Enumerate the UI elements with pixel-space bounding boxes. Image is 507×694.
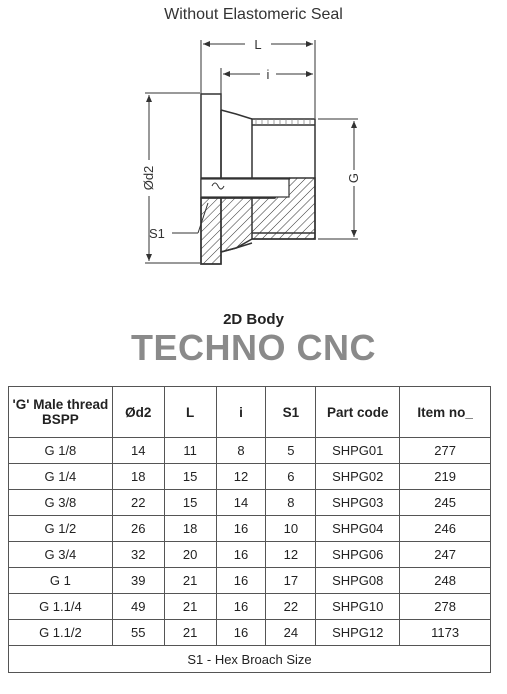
- table-row: [9, 490, 491, 516]
- cell-S1: 10: [266, 516, 316, 542]
- cell-part-code: SHPG03: [316, 490, 400, 516]
- cell-d2: 49: [112, 594, 164, 620]
- dimension-S1: [149, 203, 208, 241]
- dim-d2-label: Ød2: [141, 165, 156, 191]
- header-item-no: Item no_: [400, 387, 491, 438]
- table-footer-note: S1 - Hex Broach Size: [9, 646, 491, 673]
- header-S1: S1: [266, 387, 316, 438]
- cell-i: 16: [216, 594, 266, 620]
- header-thread: 'G' Male thread BSPP: [9, 387, 113, 438]
- cell-i: 16: [216, 516, 266, 542]
- cell-part-code: SHPG12: [316, 620, 400, 646]
- cell-thread: G 1/8: [9, 438, 113, 464]
- table-row: [9, 438, 491, 464]
- cell-d2: 26: [112, 516, 164, 542]
- dimension-i: [221, 66, 313, 100]
- cell-S1: 17: [266, 568, 316, 594]
- cell-thread: G 1/2: [9, 516, 113, 542]
- cell-thread: G 1: [9, 568, 113, 594]
- table-row: [9, 568, 491, 594]
- cell-d2: 39: [112, 568, 164, 594]
- cell-item-no: 1173: [400, 620, 491, 646]
- dim-S1-label: S1: [149, 226, 165, 241]
- cell-L: 15: [164, 490, 216, 516]
- cell-item-no: 246: [400, 516, 491, 542]
- dimension-G: [318, 119, 362, 239]
- cell-item-no: 219: [400, 464, 491, 490]
- thread-lines: [256, 119, 310, 125]
- cell-S1: 5: [266, 438, 316, 464]
- cell-i: 8: [216, 438, 266, 464]
- cell-L: 20: [164, 542, 216, 568]
- cell-thread: G 1/4: [9, 464, 113, 490]
- cell-d2: 55: [112, 620, 164, 646]
- header-part-code: Part code: [316, 387, 400, 438]
- cell-i: 16: [216, 568, 266, 594]
- cell-L: 15: [164, 464, 216, 490]
- table-row: [9, 620, 491, 646]
- cell-L: 11: [164, 438, 216, 464]
- table-header-row: [9, 387, 491, 438]
- cell-L: 21: [164, 620, 216, 646]
- table-row: [9, 516, 491, 542]
- watermark-text: TECHNO CNC: [131, 327, 376, 368]
- cell-i: 16: [216, 620, 266, 646]
- dim-G-label: G: [346, 172, 361, 184]
- cell-S1: 6: [266, 464, 316, 490]
- cell-thread: G 3/4: [9, 542, 113, 568]
- cell-d2: 32: [112, 542, 164, 568]
- cell-i: 14: [216, 490, 266, 516]
- dim-L-label: L: [254, 37, 262, 52]
- table-footer-row: [9, 646, 491, 673]
- cell-item-no: 248: [400, 568, 491, 594]
- cell-d2: 22: [112, 490, 164, 516]
- dim-i-label: i: [266, 67, 270, 82]
- cell-item-no: 277: [400, 438, 491, 464]
- cell-thread: G 3/8: [9, 490, 113, 516]
- table-row: [9, 594, 491, 620]
- cell-thread: G 1.1/2: [9, 620, 113, 646]
- cell-item-no: 245: [400, 490, 491, 516]
- cell-S1: 24: [266, 620, 316, 646]
- cell-i: 16: [216, 542, 266, 568]
- cell-thread: G 1.1/4: [9, 594, 113, 620]
- spec-table: [8, 386, 491, 673]
- dimension-L: [201, 36, 315, 118]
- header-L: L: [164, 387, 216, 438]
- header-d2: Ød2: [112, 387, 164, 438]
- cell-item-no: 278: [400, 594, 491, 620]
- cell-part-code: SHPG08: [316, 568, 400, 594]
- table-row: [9, 542, 491, 568]
- technical-drawing: [0, 28, 507, 300]
- cell-S1: 8: [266, 490, 316, 516]
- body-label: 2D Body: [223, 311, 284, 328]
- cell-L: 21: [164, 568, 216, 594]
- cell-L: 18: [164, 516, 216, 542]
- section-hatch: [201, 178, 315, 264]
- cell-L: 21: [164, 594, 216, 620]
- cell-part-code: SHPG04: [316, 516, 400, 542]
- cell-i: 12: [216, 464, 266, 490]
- cell-part-code: SHPG10: [316, 594, 400, 620]
- table-row: [9, 464, 491, 490]
- cell-part-code: SHPG01: [316, 438, 400, 464]
- cell-part-code: SHPG02: [316, 464, 400, 490]
- cell-S1: 12: [266, 542, 316, 568]
- cell-d2: 18: [112, 464, 164, 490]
- cell-d2: 14: [112, 438, 164, 464]
- header-i: i: [216, 387, 266, 438]
- cell-part-code: SHPG06: [316, 542, 400, 568]
- cell-S1: 22: [266, 594, 316, 620]
- page-title: Without Elastomeric Seal: [164, 6, 343, 23]
- cell-item-no: 247: [400, 542, 491, 568]
